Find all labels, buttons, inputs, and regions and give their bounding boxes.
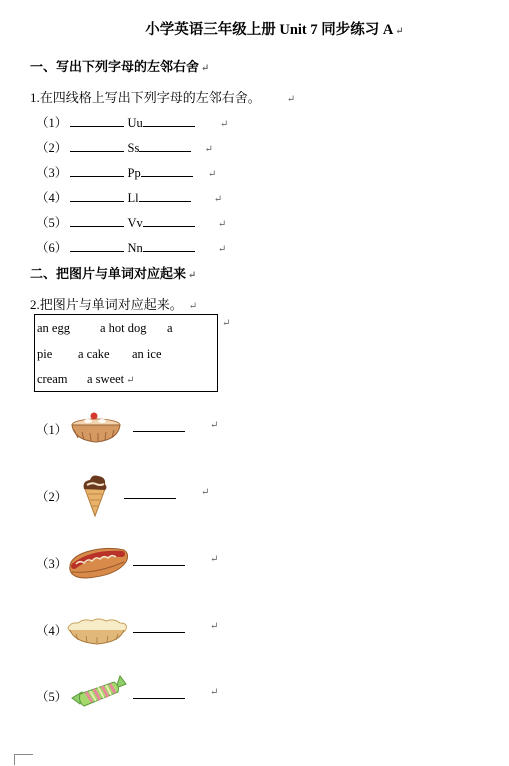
answer-blank-right[interactable]	[141, 165, 193, 177]
letter-item-6	[36, 238, 226, 256]
answer-blank-left[interactable]	[70, 115, 124, 127]
paragraph-mark: ↵	[201, 63, 210, 74]
paragraph-mark: ↵	[217, 219, 227, 230]
letter-pair: Ss	[127, 141, 140, 155]
word-an-egg: an egg	[37, 321, 70, 335]
paragraph-mark: ↵	[395, 26, 404, 37]
paragraph-mark: ↵	[210, 554, 219, 565]
section2-heading	[30, 263, 196, 282]
answer-blank[interactable]	[133, 687, 185, 699]
hot-dog-icon	[66, 540, 132, 584]
word-a-sweet-text: a sweet	[87, 372, 125, 386]
item-number: （5）	[36, 216, 68, 230]
item-number: （6）	[36, 241, 68, 255]
item-number: （3）	[36, 166, 68, 180]
page-title	[0, 18, 509, 39]
word-pie: pie	[37, 347, 53, 361]
answer-blank-left[interactable]	[70, 165, 124, 177]
section1-heading	[30, 56, 209, 75]
answer-blank-right[interactable]	[139, 140, 191, 152]
section2-question	[30, 294, 197, 313]
paragraph-mark: ↵	[213, 194, 223, 205]
picture-item-5-number: （5）	[36, 690, 68, 704]
paragraph-mark: ↵	[210, 420, 219, 431]
answer-blank[interactable]	[133, 554, 185, 566]
answer-blank-left[interactable]	[70, 215, 124, 227]
letter-pair: Pp	[127, 166, 141, 180]
section1-heading-text: 一、写出下列字母的左邻右舍	[30, 59, 200, 74]
letter-item-1	[36, 113, 228, 131]
section2-heading-text: 二、把图片与单词对应起来	[30, 266, 187, 281]
picture-item-5-answer[interactable]	[133, 687, 185, 703]
answer-blank-right[interactable]	[139, 190, 191, 202]
paragraph-mark: ↵	[222, 318, 231, 329]
answer-blank-right[interactable]	[143, 215, 195, 227]
letter-item-2	[36, 138, 213, 156]
paragraph-mark: ↵	[286, 94, 296, 105]
paragraph-mark: ↵	[210, 687, 219, 698]
picture-item-2-answer[interactable]	[124, 487, 176, 503]
picture-item-3-answer[interactable]	[133, 554, 185, 570]
paragraph-mark: ↵	[188, 301, 198, 312]
word-a-cake: a cake	[78, 347, 110, 361]
paragraph-mark: ↵	[188, 270, 197, 281]
word-an-ice: an ice	[132, 347, 162, 361]
answer-blank-right[interactable]	[143, 115, 195, 127]
word-cream: cream	[37, 372, 68, 386]
paragraph-mark: ↵	[204, 144, 213, 155]
word-box	[34, 314, 218, 392]
picture-item-4-number: （4）	[36, 624, 68, 638]
paragraph-mark: ↵	[219, 119, 229, 130]
picture-item-2-number: （2）	[36, 490, 68, 504]
picture-item-4-answer[interactable]	[133, 621, 185, 637]
item-number: （4）	[36, 191, 68, 205]
answer-blank-left[interactable]	[70, 140, 124, 152]
answer-blank[interactable]	[133, 621, 185, 633]
letter-pair: Vv	[127, 216, 143, 230]
picture-item-1-answer[interactable]	[133, 420, 185, 436]
ice-cream-icon	[78, 472, 112, 518]
answer-blank[interactable]	[124, 487, 176, 499]
answer-blank-right[interactable]	[143, 240, 195, 252]
sweet-icon	[70, 674, 128, 710]
letter-item-4	[36, 188, 222, 206]
cake-icon	[66, 408, 126, 448]
letter-pair: Uu	[127, 116, 143, 130]
section1-question	[30, 87, 295, 106]
paragraph-mark: ↵	[207, 169, 217, 180]
item-number: （2）	[36, 141, 68, 155]
letter-pair: Ll	[127, 191, 139, 205]
title-text: 小学英语三年级上册 Unit 7 同步练习 A	[145, 22, 394, 38]
section2-question-text: 2.把图片与单词对应起来。	[30, 297, 183, 312]
paragraph-mark: ↵	[210, 621, 219, 632]
pie-icon	[64, 612, 130, 650]
item-number: （1）	[36, 116, 68, 130]
answer-blank[interactable]	[133, 420, 185, 432]
letter-pair: Nn	[127, 241, 143, 255]
letter-item-3	[36, 163, 216, 181]
word-a-hot-dog: a hot dog	[100, 321, 147, 335]
picture-item-1-number: （1）	[36, 423, 68, 437]
answer-blank-left[interactable]	[70, 190, 124, 202]
paragraph-mark: ↵	[126, 375, 135, 386]
picture-item-3-number: （3）	[36, 557, 68, 571]
letter-item-5	[36, 213, 226, 231]
page-corner-marker	[14, 754, 33, 765]
section1-question-text: 1.在四线格上写出下列字母的左邻右舍。	[30, 90, 261, 105]
word-a: a	[167, 321, 173, 335]
answer-blank-left[interactable]	[70, 240, 124, 252]
paragraph-mark: ↵	[217, 244, 227, 255]
word-a-sweet	[87, 372, 135, 387]
paragraph-mark: ↵	[201, 487, 210, 498]
